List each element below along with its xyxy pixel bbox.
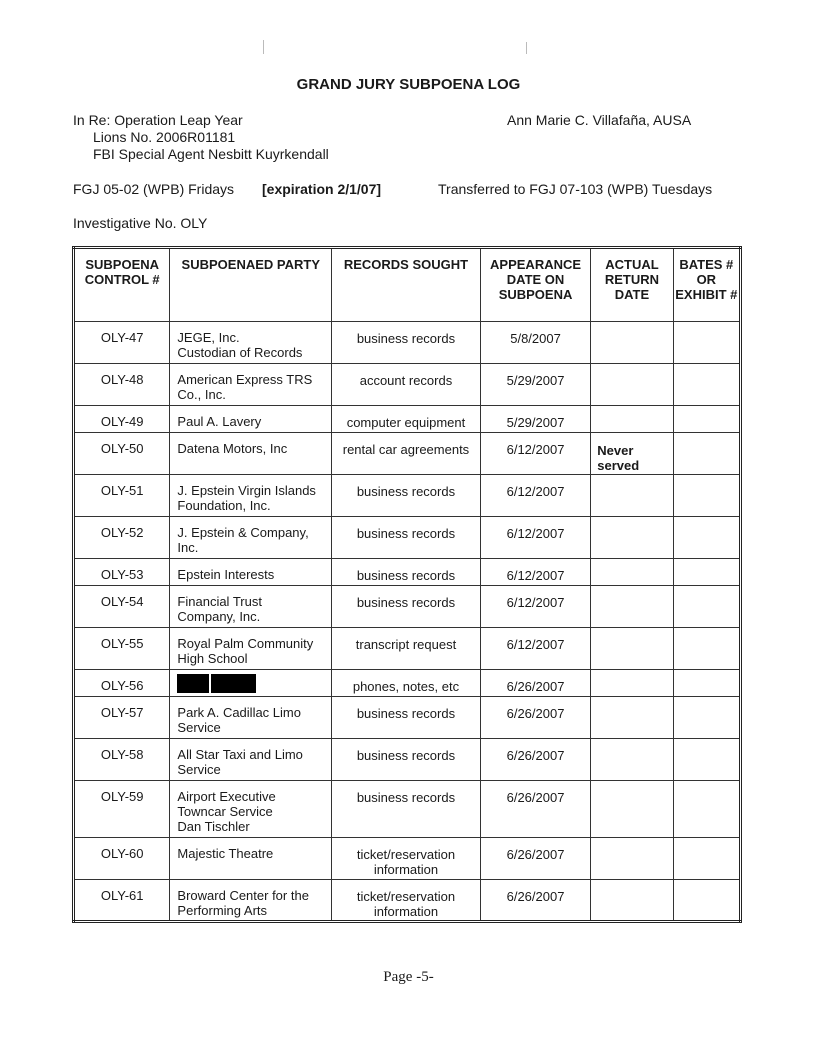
- appearance-date-cell-text: 6/26/2007: [506, 706, 565, 721]
- appearance-date-cell-text: 6/12/2007: [506, 484, 565, 499]
- appearance-date-cell-text: 6/26/2007: [506, 679, 565, 694]
- party-cell: [170, 670, 332, 697]
- records-cell: [332, 670, 481, 697]
- control-cell: [74, 739, 170, 781]
- appearance-date-cell: [480, 838, 590, 880]
- records-cell-text: business records: [356, 595, 456, 610]
- control-cell: [74, 670, 170, 697]
- ausa-name: Ann Marie C. Villafaña, AUSA: [507, 112, 692, 128]
- party-cell-text: Royal Palm Community High School: [177, 636, 314, 666]
- control-cell-text: OLY-60: [100, 846, 144, 861]
- return-date-cell: [591, 586, 673, 628]
- party-cell: [170, 628, 332, 670]
- table-row: [74, 433, 741, 475]
- records-cell: [332, 433, 481, 475]
- appearance-date-cell-text: 6/26/2007: [506, 889, 565, 904]
- table-row: [74, 364, 741, 406]
- records-cell-text: business records: [356, 748, 456, 763]
- bates-cell: [673, 586, 740, 628]
- return-date-cell-text: Never served: [597, 443, 640, 473]
- party-cell-text: All Star Taxi and Limo Service: [177, 747, 303, 777]
- party-cell-text: J. Epstein & Company, Inc.: [177, 525, 309, 555]
- party-cell: [170, 739, 332, 781]
- appearance-date-cell-text: 6/12/2007: [506, 637, 565, 652]
- party-cell-text: Paul A. Lavery: [177, 414, 262, 429]
- column-header: BATES # OR EXHIBIT #: [673, 248, 740, 322]
- records-cell-text: business records: [356, 331, 456, 346]
- bates-cell: [673, 475, 740, 517]
- control-cell: [74, 559, 170, 586]
- records-cell: [332, 586, 481, 628]
- return-date-cell: [591, 559, 673, 586]
- redaction-block: [177, 674, 256, 689]
- appearance-date-cell-text: 6/12/2007: [506, 595, 565, 610]
- party-cell: [170, 322, 332, 364]
- table-row: [74, 838, 741, 880]
- records-cell-text: transcript request: [355, 637, 457, 652]
- party-cell-text: Airport Executive Towncar Service Dan Tischler: [177, 789, 276, 834]
- records-cell-text: business records: [356, 568, 456, 583]
- bates-cell: [673, 880, 740, 922]
- control-cell-text: OLY-52: [100, 525, 144, 540]
- appearance-date-cell-text: 6/12/2007: [506, 526, 565, 541]
- bates-cell: [673, 739, 740, 781]
- party-cell: [170, 364, 332, 406]
- column-header: APPEARANCE DATE ON SUBPOENA: [480, 248, 590, 322]
- appearance-date-cell-text: 5/29/2007: [506, 415, 565, 430]
- appearance-date-cell: [480, 880, 590, 922]
- table-row: [74, 880, 741, 922]
- party-cell-text: Majestic Theatre: [177, 846, 274, 861]
- records-cell-text: account records: [359, 373, 453, 388]
- appearance-date-cell: [480, 739, 590, 781]
- appearance-date-cell-text: 6/26/2007: [506, 847, 565, 862]
- appearance-date-cell: [480, 781, 590, 838]
- records-cell-text: ticket/reservation information: [356, 889, 456, 919]
- records-cell: [332, 406, 481, 433]
- records-cell-text: business records: [356, 526, 456, 541]
- column-header: ACTUAL RETURN DATE: [591, 248, 673, 322]
- column-header: RECORDS SOUGHT: [332, 248, 481, 322]
- control-cell: [74, 364, 170, 406]
- control-cell: [74, 433, 170, 475]
- party-cell: [170, 517, 332, 559]
- control-cell-text: OLY-53: [100, 567, 144, 582]
- control-cell-text: OLY-50: [100, 441, 144, 456]
- table-row: [74, 322, 741, 364]
- return-date-cell: [591, 364, 673, 406]
- bates-cell: [673, 406, 740, 433]
- party-cell-text: Broward Center for the Performing Arts: [177, 888, 309, 918]
- control-cell-text: OLY-59: [100, 789, 144, 804]
- return-date-cell: [591, 880, 673, 922]
- appearance-date-cell: [480, 364, 590, 406]
- page-title: GRAND JURY SUBPOENA LOG: [296, 76, 521, 93]
- appearance-date-cell: [480, 628, 590, 670]
- party-cell: [170, 838, 332, 880]
- control-cell-text: OLY-51: [100, 483, 144, 498]
- control-cell-text: OLY-47: [100, 330, 144, 345]
- appearance-date-cell: [480, 559, 590, 586]
- appearance-date-cell: [480, 670, 590, 697]
- party-cell: [170, 697, 332, 739]
- party-cell-text: Park A. Cadillac Limo Service: [177, 705, 301, 735]
- records-cell: [332, 322, 481, 364]
- records-cell-text: phones, notes, etc: [352, 679, 460, 694]
- control-cell-text: OLY-57: [100, 705, 144, 720]
- records-cell: [332, 517, 481, 559]
- expiration-note: [expiration 2/1/07]: [262, 181, 382, 197]
- records-cell-text: computer equipment: [346, 415, 466, 430]
- records-cell-text: rental car agreements: [342, 442, 470, 457]
- table-row: [74, 628, 741, 670]
- appearance-date-cell: [480, 475, 590, 517]
- control-cell: [74, 697, 170, 739]
- return-date-cell: [591, 670, 673, 697]
- table-header-row: [74, 248, 741, 322]
- table-row: [74, 586, 741, 628]
- table-row: [74, 475, 741, 517]
- return-date-cell: [591, 781, 673, 838]
- bates-cell: [673, 838, 740, 880]
- column-header: SUBPOENAED PARTY: [170, 248, 332, 322]
- party-cell-text: American Express TRS Co., Inc.: [177, 372, 313, 402]
- fbi-agent: FBI Special Agent Nesbitt Kuyrkendall: [93, 146, 329, 162]
- party-cell: [170, 586, 332, 628]
- control-cell-text: OLY-56: [100, 678, 144, 693]
- bates-cell: [673, 322, 740, 364]
- grand-jury-number: FGJ 05-02 (WPB) Fridays: [73, 181, 235, 197]
- appearance-date-cell-text: 5/8/2007: [510, 331, 561, 346]
- control-cell: [74, 586, 170, 628]
- control-cell: [74, 838, 170, 880]
- transfer-note: Transferred to FGJ 07-103 (WPB) Tuesdays: [438, 181, 713, 197]
- page-number: Page -5-: [383, 969, 434, 985]
- records-cell: [332, 628, 481, 670]
- records-cell: [332, 364, 481, 406]
- appearance-date-cell: [480, 586, 590, 628]
- control-cell: [74, 880, 170, 922]
- appearance-date-cell: [480, 517, 590, 559]
- return-date-cell: [591, 322, 673, 364]
- table-row: [74, 670, 741, 697]
- records-cell: [332, 475, 481, 517]
- appearance-date-cell: [480, 406, 590, 433]
- table-row: [74, 739, 741, 781]
- table-row: [74, 697, 741, 739]
- party-cell-text: JEGE, Inc. Custodian of Records: [177, 330, 303, 360]
- records-cell-text: business records: [356, 484, 456, 499]
- control-cell: [74, 517, 170, 559]
- appearance-date-cell: [480, 433, 590, 475]
- appearance-date-cell-text: 6/26/2007: [506, 790, 565, 805]
- records-cell: [332, 739, 481, 781]
- return-date-cell: [591, 406, 673, 433]
- control-cell: [74, 781, 170, 838]
- bates-cell: [673, 628, 740, 670]
- records-cell: [332, 697, 481, 739]
- party-cell: [170, 406, 332, 433]
- party-cell-text: Datena Motors, Inc: [177, 441, 288, 456]
- party-cell-text: Epstein Interests: [177, 567, 275, 582]
- appearance-date-cell-text: 6/12/2007: [506, 568, 565, 583]
- records-cell-text: business records: [356, 706, 456, 721]
- return-date-cell: [591, 838, 673, 880]
- column-header: SUBPOENA CONTROL #: [74, 248, 170, 322]
- party-cell-text: J. Epstein Virgin Islands Foundation, Inc.: [177, 483, 316, 513]
- investigative-number: Investigative No. OLY: [73, 215, 208, 231]
- in-re-line: In Re: Operation Leap Year: [73, 112, 243, 128]
- return-date-cell: [591, 628, 673, 670]
- appearance-date-cell-text: 5/29/2007: [506, 373, 565, 388]
- bates-cell: [673, 517, 740, 559]
- control-cell: [74, 628, 170, 670]
- records-cell-text: ticket/reservation information: [356, 847, 456, 877]
- lions-number: Lions No. 2006R01181: [93, 129, 236, 145]
- records-cell: [332, 781, 481, 838]
- party-cell: [170, 475, 332, 517]
- control-cell-text: OLY-49: [100, 414, 144, 429]
- party-cell: [170, 559, 332, 586]
- subpoena-log-table: [72, 246, 742, 923]
- records-cell: [332, 559, 481, 586]
- bates-cell: [673, 364, 740, 406]
- return-date-cell: [591, 517, 673, 559]
- control-cell-text: OLY-54: [100, 594, 144, 609]
- appearance-date-cell-text: 6/12/2007: [506, 442, 565, 457]
- return-date-cell: [591, 475, 673, 517]
- control-cell: [74, 406, 170, 433]
- table-row: [74, 406, 741, 433]
- control-cell-text: OLY-58: [100, 747, 144, 762]
- appearance-date-cell-text: 6/26/2007: [506, 748, 565, 763]
- control-cell-text: OLY-61: [100, 888, 144, 903]
- appearance-date-cell: [480, 697, 590, 739]
- control-cell: [74, 322, 170, 364]
- bates-cell: [673, 559, 740, 586]
- bates-cell: [673, 697, 740, 739]
- return-date-cell: [591, 433, 673, 475]
- party-cell: [170, 433, 332, 475]
- table-row: [74, 517, 741, 559]
- appearance-date-cell: [480, 322, 590, 364]
- bates-cell: [673, 433, 740, 475]
- table-row: [74, 781, 741, 838]
- return-date-cell: [591, 739, 673, 781]
- party-cell-text: Financial Trust Company, Inc.: [177, 594, 262, 624]
- records-cell: [332, 880, 481, 922]
- records-cell: [332, 838, 481, 880]
- control-cell-text: OLY-55: [100, 636, 144, 651]
- control-cell: [74, 475, 170, 517]
- control-cell-text: OLY-48: [100, 372, 144, 387]
- party-cell: [170, 880, 332, 922]
- records-cell-text: business records: [356, 790, 456, 805]
- return-date-cell: [591, 697, 673, 739]
- party-cell: [170, 781, 332, 838]
- bates-cell: [673, 781, 740, 838]
- table-row: [74, 559, 741, 586]
- bates-cell: [673, 670, 740, 697]
